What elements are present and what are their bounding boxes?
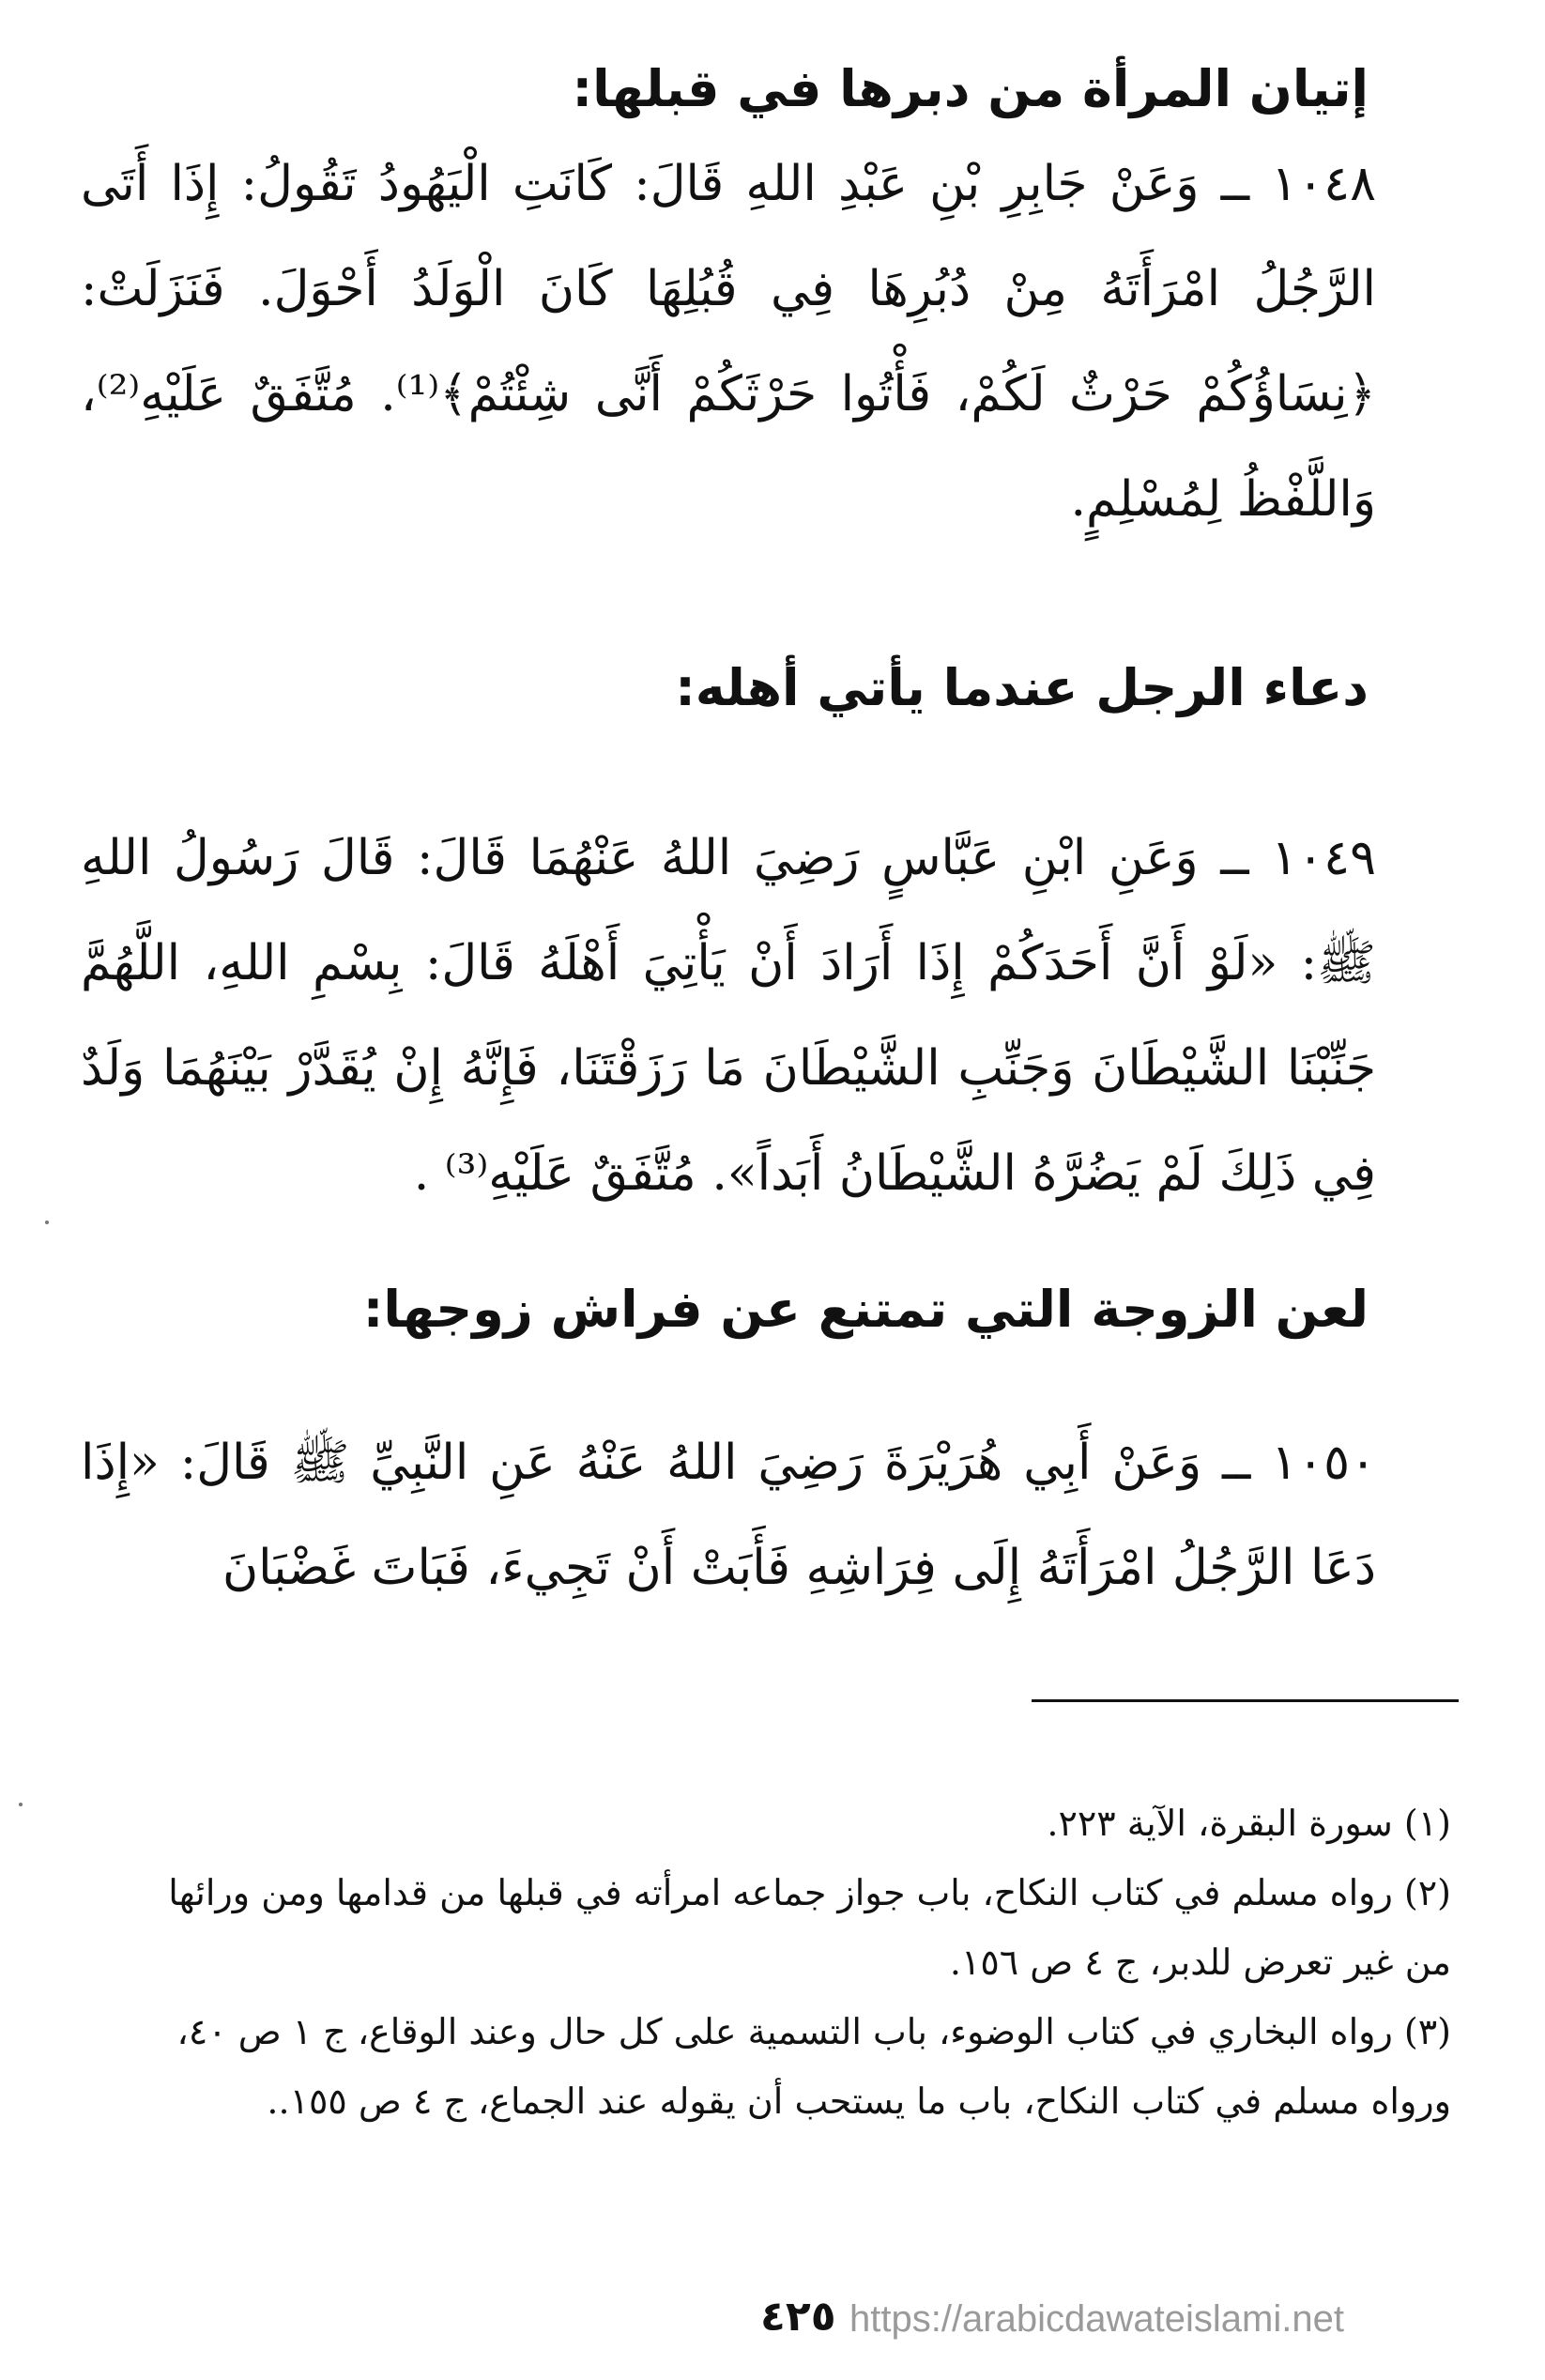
footnote-2: (٢) رواه مسلم في كتاب النكاح، باب جواز جماعه امرأته في قبلها من قدامها ومن ورائها من غير تعرض للدبر، ج ٤ ص ١٥٦.: [168, 1872, 1451, 1983]
footnote-1: (١) سورة البقرة، الآية ٢٢٣.: [1047, 1803, 1451, 1844]
scan-speck: [45, 1221, 49, 1224]
section-heading-3: لعن الزوجة التي تمتنع عن فراش زوجها:: [362, 1280, 1369, 1339]
page-number: ٤٢٥: [760, 2293, 836, 2341]
hadith-1049: ١٠٤٩ ــ وَعَنِ ابْنِ عَبَّاسٍ رَضِيَ اللهُ عَنْهُمَا قَالَ: قَالَ رَسُولُ اللهِ ﷺ: «لَوْ أَنَّ أَحَدَكُمْ إِذَا أَرَادَ أَنْ يَأْتِيَ أَهْلَهُ قَالَ: بِسْمِ اللهِ، اللَّهُمَّ جَنِّبْنَا الشَّيْطَانَ وَجَنِّبِ الشَّيْطَانَ مَا رَزَقْتَنَا، فَإِنَّهُ إِنْ يُقَدَّرْ بَيْنَهُمَا وَلَدٌ فِي ذَلِكَ لَمْ يَضُرَّهُ الشَّيْطَانُ أَبَداً». مُتَّفَقٌ عَلَيْهِ⁽³⁾ .: [81, 830, 1376, 1202]
footnote-3: (٣) رواه البخاري في كتاب الوضوء، باب التسمية على كل حال وعند الوقاع، ج ١ ص ٤٠، ورواه مسلم في كتاب النكاح، باب ما يستحب أن يقوله عند الجماع، ج ٤ ص ١٥٥..: [176, 2011, 1451, 2122]
section-heading-2: دعاء الرجل عندما يأتي أهله:: [675, 658, 1369, 717]
footnotes: [156, 1789, 1451, 2136]
hadith-1048: ١٠٤٨ ــ وَعَنْ جَابِرِ بْنِ عَبْدِ اللهِ قَالَ: كَانَتِ الْيَهُودُ تَقُولُ: إِذَا أَتَى الرَّجُلُ امْرَأَتَهُ مِنْ دُبُرِهَا فِي قُبُلِهَا كَانَ الْوَلَدُ أَحْوَلَ. فَنَزَلَتْ: ﴿نِسَاؤُكُمْ حَرْثٌ لَكُمْ، فَأْتُوا حَرْثَكُمْ أَنَّى شِئْتُمْ﴾⁽¹⁾. مُتَّفَقٌ عَلَيْهِ⁽²⁾، وَاللَّفْظُ لِمُسْلِمٍ.: [81, 156, 1376, 528]
scan-speck: [19, 1803, 23, 1806]
section-heading-1: إتيان المرأة من دبرها في قبلها:: [572, 59, 1369, 118]
footnote-separator: [1032, 1699, 1459, 1702]
hadith-1050: ١٠٥٠ ــ وَعَنْ أَبِي هُرَيْرَةَ رَضِيَ اللهُ عَنْهُ عَنِ النَّبِيِّ ﷺ قَالَ: «إِذَا دَعَا الرَّجُلُ امْرَأَتَهُ إِلَى فِرَاشِهِ فَأَبَتْ أَنْ تَجِيءَ، فَبَاتَ غَضْبَانَ: [81, 1435, 1376, 1596]
watermark-url: https://arabicdawateislami.net: [849, 2298, 1344, 2340]
